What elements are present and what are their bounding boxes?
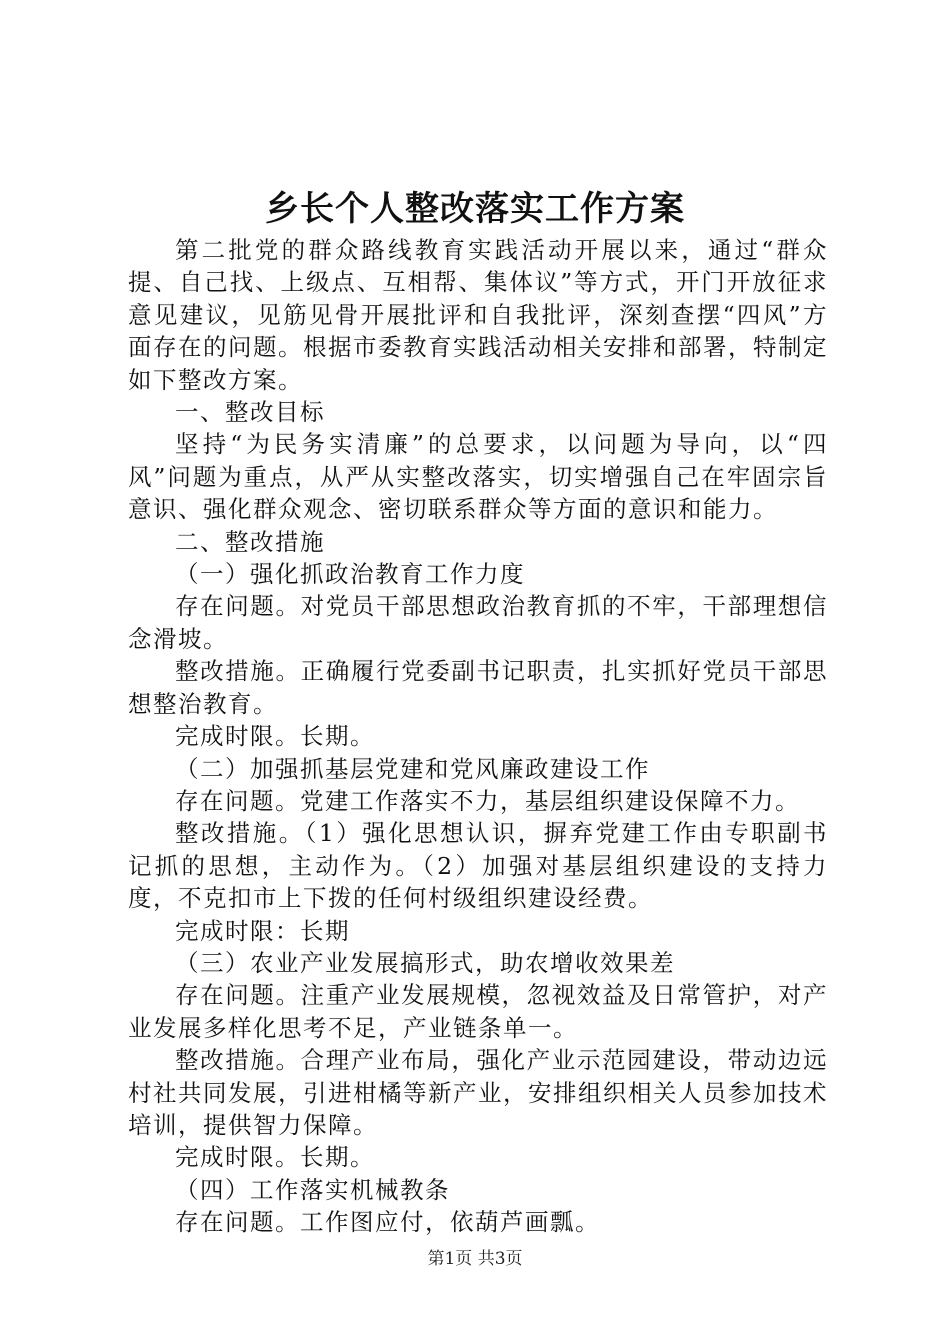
problem-paragraph-4: 存在问题。工作图应付，依葫芦画瓢。: [175, 1208, 600, 1237]
problem-paragraph-2: 存在问题。党建工作落实不力，基层组织建设保障不力。: [175, 786, 800, 815]
measure-paragraph-2: 整改措施。（1）强化思想认识，摒弃党建工作由专职副书记抓的思想，主动作为。（2）加强对基层组织建设的支持力度，不克扣市上下拨的任何村级组织建设经费。: [128, 819, 828, 913]
subsection-heading-3: （三）农业产业发展搞形式，助农增收效果差: [175, 948, 675, 977]
deadline-paragraph-2: 完成时限：长期: [175, 916, 350, 945]
problem-paragraph-1: 存在问题。对党员干部思想政治教育抓的不牢，干部理想信念滑坡。: [128, 592, 828, 653]
measure-paragraph-3: 整改措施。合理产业布局，强化产业示范园建设，带动边远村社共同发展，引进柑橘等新产业，安排组织相关人员参加技术培训，提供智力保障。: [128, 1046, 828, 1139]
page-footer: 第1页 共3页: [427, 1249, 523, 1269]
subsection-heading-1: （一）强化抓政治教育工作力度: [175, 560, 525, 589]
section-heading-measures: 二、整改措施: [175, 527, 325, 556]
document-body: [128, 234, 828, 1239]
section-heading-goals: 一、整改目标: [175, 398, 325, 427]
document-title: 乡长个人整改落实工作方案: [265, 189, 685, 229]
deadline-paragraph-3: 完成时限。长期。: [175, 1143, 375, 1172]
problem-paragraph-3: 存在问题。注重产业发展规模，忽视效益及日常管护，对产业发展多样化思考不足，产业链条单一。: [128, 981, 828, 1042]
deadline-paragraph-1: 完成时限。长期。: [175, 722, 375, 751]
measure-paragraph-1: 整改措施。正确履行党委副书记职责，扎实抓好党员干部思想整治教育。: [128, 657, 828, 718]
subsection-heading-4: （四）工作落实机械教条: [175, 1175, 450, 1204]
subsection-heading-2: （二）加强抓基层党建和党风廉政建设工作: [175, 754, 650, 783]
intro-paragraph: 第二批党的群众路线教育实践活动开展以来，通过“群众提、自己找、上级点、互相帮、集体议”等方式，开门开放征求意见建议，见筋见骨开展批评和自我批评，深刻查摆“四风”方面存在的问题。根据市委教育实践活动相关安排和部署，特制定如下整改方案。: [128, 236, 828, 394]
goals-paragraph: 坚持“为民务实清廉”的总要求，以问题为导向，以“四风”问题为重点，从严从实整改落实，切实增强自己在牢固宗旨意识、强化群众观念、密切联系群众等方面的意识和能力。: [128, 430, 828, 524]
